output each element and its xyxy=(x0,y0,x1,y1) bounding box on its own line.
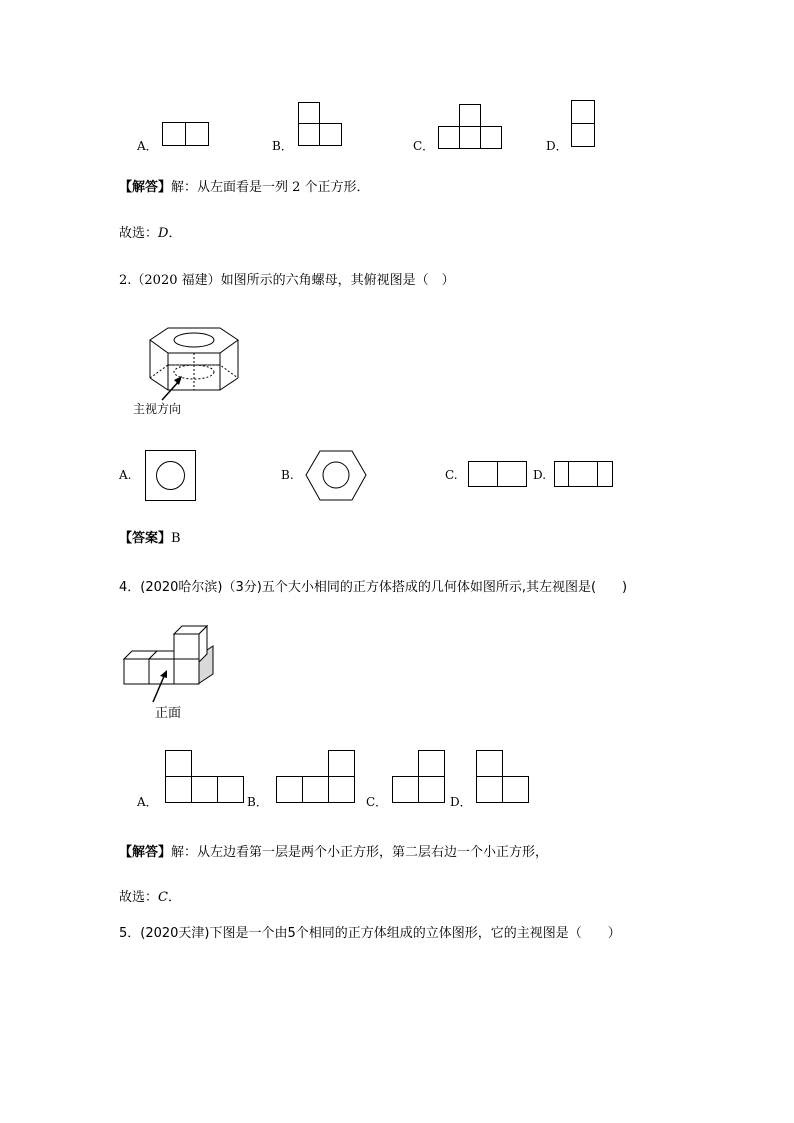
prev-answer-line xyxy=(119,176,370,195)
q4-answer-tag: 【解答】 xyxy=(119,845,172,860)
q2-stem: 2.（2020 福建）如图所示的六角螺母，其俯视图是（ ） xyxy=(119,273,455,288)
q2-answer-tag: 【答案】 xyxy=(119,531,172,546)
hex-nut-figure-label: 主视方向 xyxy=(133,402,182,416)
q4-choose-letter: C xyxy=(158,890,168,905)
q4-choose-prefix: 故选： xyxy=(119,890,159,905)
q2-option-b-label: B. xyxy=(281,468,294,482)
q4-choose-line xyxy=(119,886,181,905)
q4-option-b-figure xyxy=(276,750,357,804)
option-c-figure xyxy=(438,104,504,150)
q5-stem: 5．(2020天津)下图是一个由5个相同的正方体组成的立体图形，它的主视图是（ ） xyxy=(119,926,621,941)
q4-option-c-figure xyxy=(392,750,447,804)
q2-option-d-label: D. xyxy=(533,468,547,482)
q2-answer-value: B xyxy=(171,531,181,546)
q2-option-c-label: C. xyxy=(445,468,458,482)
prev-choose-line xyxy=(119,222,181,241)
q2-option-b-figure xyxy=(305,450,367,502)
choose-letter: D xyxy=(158,226,169,241)
answer-text: 解：从左面看是一列 2 个正方形． xyxy=(171,180,370,195)
choose-prefix: 故选： xyxy=(119,226,159,241)
q4-option-a-figure xyxy=(165,750,246,804)
hex-nut-figure xyxy=(140,318,250,398)
q4-stem: 4．(2020哈尔滨)（3分)五个大小相同的正方体搭成的几何体如图所示,其左视图是( ) xyxy=(119,580,628,595)
option-a-figure xyxy=(162,122,210,147)
option-d-label: D． xyxy=(546,139,568,153)
q2-option-c-figure xyxy=(468,461,530,488)
option-c-label: C． xyxy=(413,139,435,153)
option-d-figure xyxy=(571,100,596,148)
answer-tag: 【解答】 xyxy=(119,180,172,195)
option-a-label: A． xyxy=(137,139,158,153)
choose-suffix: ． xyxy=(168,226,182,241)
cubes-figure-label: 正面 xyxy=(155,706,182,721)
cubes-figure xyxy=(123,626,218,708)
q4-answer-line xyxy=(119,841,548,860)
option-b-label: B． xyxy=(272,139,293,153)
q4-answer-text: 解：从左边看第一层是两个小正方形，第二层右边一个小正方形， xyxy=(171,845,549,860)
q4-option-d-figure xyxy=(476,750,531,804)
q4-option-d-label: D． xyxy=(450,795,472,809)
option-b-figure xyxy=(298,102,344,148)
q4-option-c-label: C． xyxy=(366,795,388,809)
q2-option-a-label: A. xyxy=(119,468,132,482)
q2-option-d-figure xyxy=(554,461,616,488)
q4-choose-suffix: ． xyxy=(167,890,181,905)
q2-option-a-figure xyxy=(145,450,197,502)
q2-answer-line xyxy=(119,527,181,546)
q4-option-b-label: B． xyxy=(247,795,268,809)
q4-option-a-label: A． xyxy=(137,795,158,809)
